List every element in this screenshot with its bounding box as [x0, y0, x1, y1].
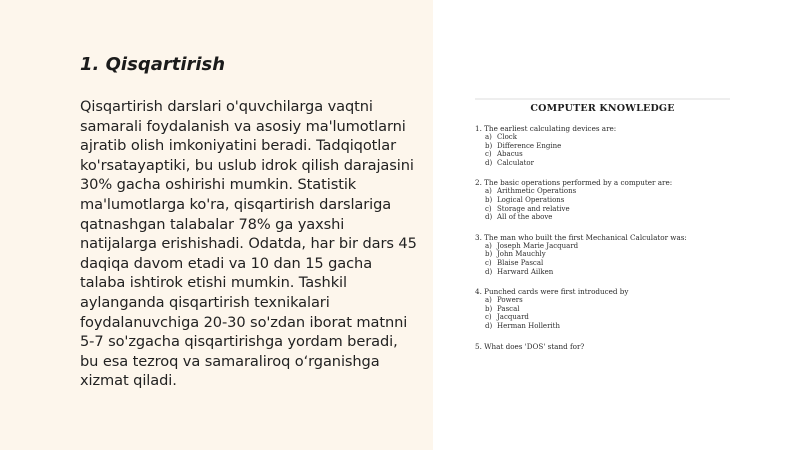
- option-item: [485, 205, 730, 214]
- option-text: Logical Operations: [497, 195, 565, 204]
- document-panel: [433, 0, 800, 450]
- option-item: [485, 142, 730, 151]
- option-list: [475, 187, 730, 221]
- question-text: 4. Punched cards were first introduced by: [475, 287, 629, 297]
- section-heading: 1. Qisqartirish: [80, 54, 226, 75]
- question-text: 3. The man who built the first Mechanical Calculator was:: [475, 232, 687, 242]
- option-letter: a): [485, 133, 492, 141]
- option-text: John Mauchly: [497, 250, 546, 259]
- question-item: [475, 287, 730, 330]
- option-list: [475, 296, 730, 330]
- option-text: Herman Hollerith: [497, 321, 560, 330]
- option-text: Powers: [497, 296, 523, 305]
- question-text: 5. What does 'DOS' stand for?: [475, 341, 585, 351]
- option-letter: a): [485, 296, 492, 305]
- option-letter: b): [485, 141, 493, 150]
- question-item: [475, 124, 730, 167]
- option-letter: b): [485, 195, 493, 204]
- option-text: Pascal: [497, 304, 520, 313]
- option-item: [485, 213, 730, 222]
- option-text: Abacus: [497, 150, 523, 159]
- option-item: [485, 322, 730, 331]
- option-letter: d): [485, 321, 493, 330]
- option-letter: c): [485, 258, 492, 267]
- option-item: [485, 196, 730, 205]
- question-item: [475, 178, 730, 221]
- option-text: All of the above: [497, 213, 553, 222]
- question-item: [475, 233, 730, 276]
- option-letter: a): [485, 187, 492, 196]
- question-text: 1. The earliest calculating devices are:: [475, 124, 617, 133]
- option-letter: d): [485, 213, 493, 222]
- option-letter: c): [485, 204, 492, 213]
- question-list: [475, 124, 730, 351]
- document-top-rule: [475, 98, 730, 100]
- quiz-document: [475, 98, 730, 362]
- option-letter: d): [485, 267, 493, 276]
- option-item: [485, 187, 730, 196]
- option-item: [485, 133, 730, 142]
- option-text: Arithmetic Operations: [497, 187, 577, 196]
- option-text: Storage and relative: [497, 204, 570, 213]
- option-item: [485, 313, 730, 322]
- option-item: [485, 296, 730, 305]
- option-item: [485, 268, 730, 277]
- option-letter: a): [485, 241, 492, 250]
- option-item: [485, 242, 730, 251]
- option-item: [485, 259, 730, 268]
- option-list: [475, 133, 730, 167]
- option-text: Harward Ailken: [497, 267, 554, 276]
- option-letter: d): [485, 158, 493, 167]
- option-item: [485, 159, 730, 168]
- option-list: [475, 242, 730, 276]
- option-letter: b): [485, 250, 493, 259]
- option-item: [485, 305, 730, 314]
- option-letter: c): [485, 150, 492, 159]
- question-text: 2. The basic operations performed by a computer are:: [475, 178, 673, 188]
- option-text: Jacquard: [497, 313, 529, 322]
- option-item: [485, 150, 730, 159]
- option-text: Joseph Marie Jacquard: [497, 241, 579, 250]
- section-paragraph: Qisqartirish darslari o'quvchilarga vaqtni samarali foydalanish va asosiy ma'lumotlarni ajratib olish imkoniyatini beradi. Tadqiqotlar ko'rsatayaptiki, bu uslub idrok qilish darajasini 30% gacha oshirishi mumkin. Statistik ma'lumotlarga ko'ra, qisqartirish darslariga qatnashgan talabalar 78% ga yaxshi natijalarga erishishadi. Odatda, har bir dars 45 daqiqa davom etadi va 10 dan 15 gacha talaba ishtirok etishi mumkin. Tashkil aylanganda qisqartirish texnikalari foydalanuvchiga 20-30 so'zdan iborat matnni 5-7 so'zgacha qisqartirishga yordam beradi, bu esa tezroq va samaraliroq o‘rganishga xizmat qiladi.: [80, 98, 417, 390]
- option-letter: c): [485, 313, 492, 322]
- document-title: COMPUTER KNOWLEDGE: [530, 103, 675, 114]
- option-text: Calculator: [497, 158, 534, 167]
- option-text: Blaise Pascal: [497, 258, 544, 267]
- question-item: [475, 342, 730, 351]
- option-item: [485, 250, 730, 259]
- option-letter: b): [485, 304, 493, 313]
- option-text: Difference Engine: [497, 141, 562, 150]
- option-text: Clock: [497, 133, 517, 141]
